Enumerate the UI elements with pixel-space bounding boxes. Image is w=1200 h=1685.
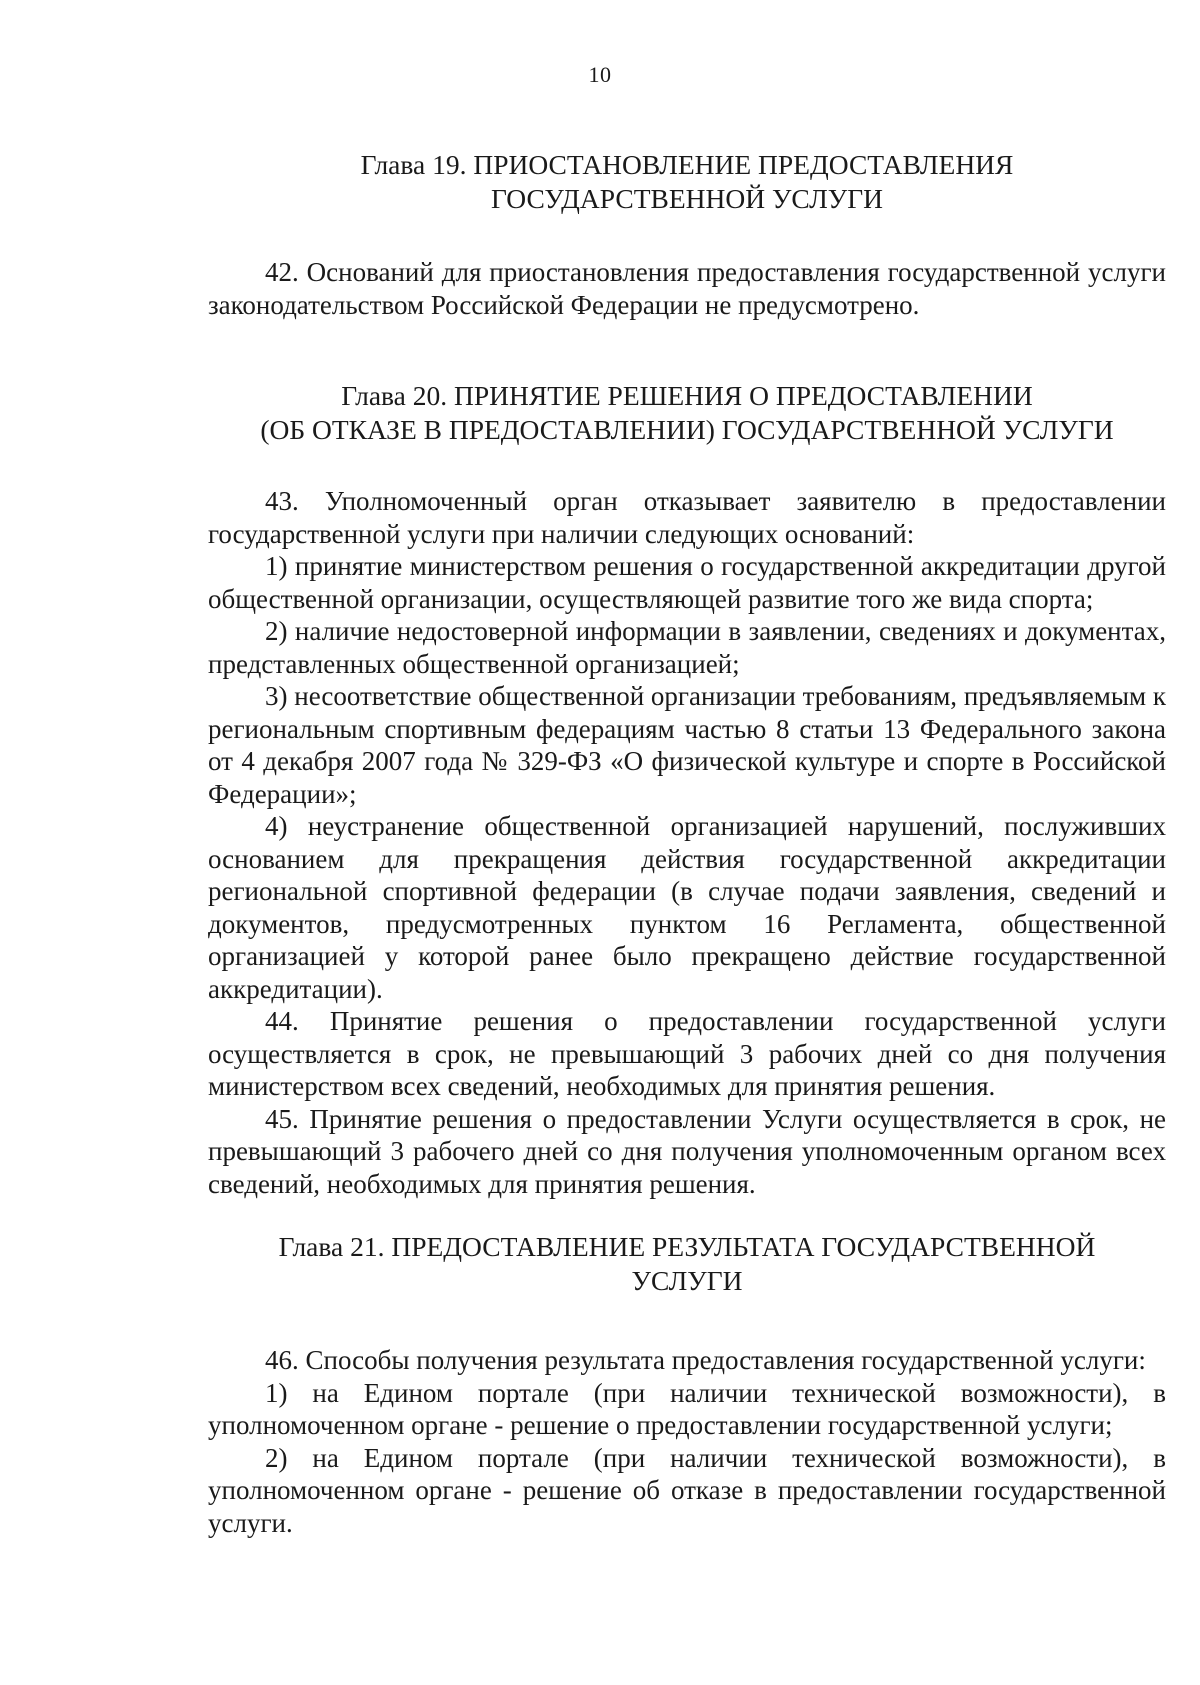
paragraph-43-item-3: 3) несоответствие общественной организации требованиям, предъявляемым к региональным спортивным федерациям частью 8 статьи 13 Федерального закона от 4 декабря 2007 года № 329-ФЗ «О физической культуре и спорте в Российской Федерации»; xyxy=(208,681,1166,809)
page-number: 10 xyxy=(588,62,612,87)
chapter-21-heading xyxy=(208,1230,1166,1298)
chapter-20-heading-line-2: (ОБ ОТКАЗЕ В ПРЕДОСТАВЛЕНИИ) ГОСУДАРСТВЕННОЙ УСЛУГИ xyxy=(260,414,1114,445)
paragraph-42: 42. Оснований для приостановления предоставления государственной услуги законодательством Российской Федерации не предусмотрено. xyxy=(208,257,1166,320)
chapter-21-heading-line-1: Глава 21. ПРЕДОСТАВЛЕНИЕ РЕЗУЛЬТАТА ГОСУДАРСТВЕННОЙ xyxy=(278,1231,1096,1262)
paragraph-45: 45. Принятие решения о предоставлении Услуги осуществляется в срок, не превышающий 3 рабочего дней со дня получения уполномоченным органом всех сведений, необходимых для принятия решения. xyxy=(208,1103,1166,1199)
document-body xyxy=(208,148,1166,1539)
chapter-19-heading-line-1: Глава 19. ПРИОСТАНОВЛЕНИЕ ПРЕДОСТАВЛЕНИЯ xyxy=(360,149,1014,180)
chapter-19-heading xyxy=(208,148,1166,216)
paragraph-43-item-1: 1) принятие министерством решения о государственной аккредитации другой общественной организации, осуществляющей развитие того же вида спорта; xyxy=(208,551,1166,614)
chapter-20-heading-line-1: Глава 20. ПРИНЯТИЕ РЕШЕНИЯ О ПРЕДОСТАВЛЕНИИ xyxy=(341,380,1033,411)
paragraph-46-item-2: 2) на Едином портале (при наличии технической возможности), в уполномоченном органе - решение об отказе в предоставлении государственной услуги. xyxy=(208,1442,1166,1538)
paragraph-46: 46. Способы получения результата предоставления государственной услуги: xyxy=(265,1345,1146,1375)
paragraph-44: 44. Принятие решения о предоставлении государственной услуги осуществляется в срок, не превышающий 3 рабочих дней со дня получения министерством всех сведений, необходимых для принятия решения. xyxy=(208,1006,1166,1101)
chapter-19-heading-line-2: ГОСУДАРСТВЕННОЙ УСЛУГИ xyxy=(491,183,883,214)
paragraph-43-item-2: 2) наличие недостоверной информации в заявлении, сведениях и документах, представленных общественной организацией; xyxy=(208,616,1166,679)
paragraph-43: 43. Уполномоченный орган отказывает заявителю в предоставлении государственной услуги при наличии следующих оснований: xyxy=(208,486,1166,549)
chapter-20-heading xyxy=(208,379,1166,447)
paragraph-43-item-4: 4) неустранение общественной организацией нарушений, послуживших основанием для прекращения действия государственной аккредитации региональной спортивной федерации (в случае подачи заявления, сведений и документов, предусмотренных пунктом 16 Регламента, общественной организацией у которой ранее было прекращено действие государственной аккредитации). xyxy=(208,811,1166,1004)
paragraph-46-item-1: 1) на Едином портале (при наличии технической возможности), в уполномоченном органе - решение о предоставлении государственной услуги; xyxy=(208,1377,1166,1440)
chapter-21-heading-line-2: УСЛУГИ xyxy=(631,1265,743,1296)
